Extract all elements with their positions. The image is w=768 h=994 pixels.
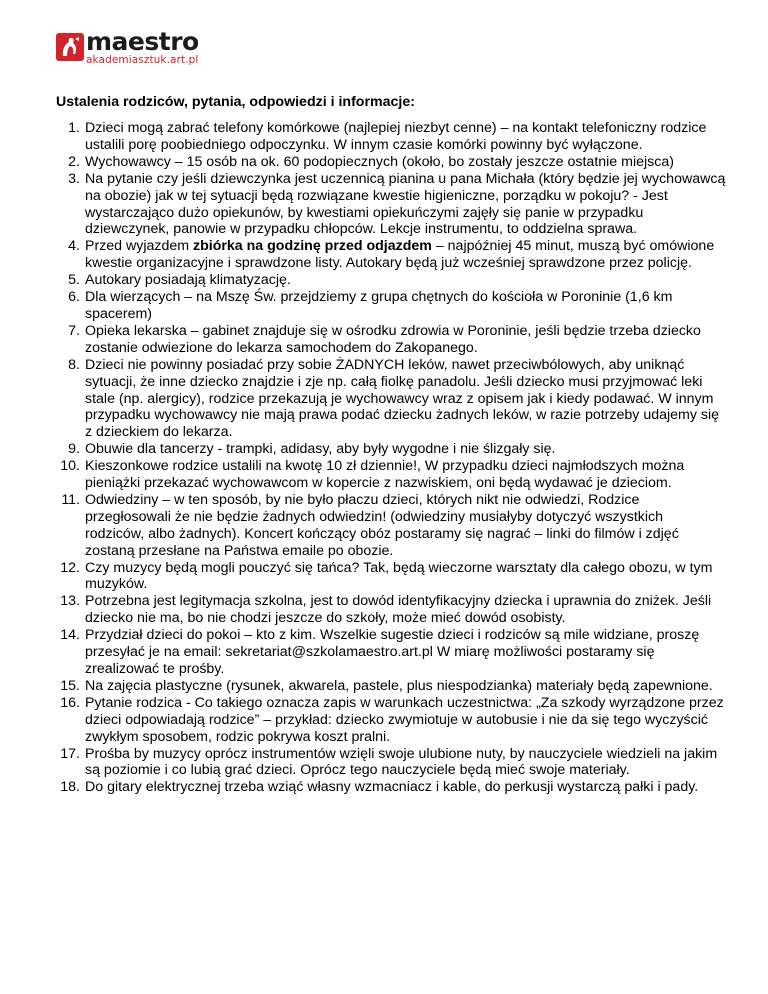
item-number: 12. bbox=[60, 559, 80, 576]
logo-name: maestro bbox=[86, 27, 199, 56]
list-item bbox=[56, 627, 726, 678]
item-number: 6. bbox=[68, 289, 80, 306]
item-number: 18. bbox=[60, 779, 80, 796]
item-text-after: – najpóźniej 45 minut, muszą być omówione kwestie organizacyjne i sprawdzone listy. Autokary będą już wcześniej sprawdzone przez policję. bbox=[85, 238, 715, 272]
logo-subtitle: akademiasztuk.art.pl bbox=[86, 54, 199, 66]
item-number: 13. bbox=[60, 593, 80, 610]
list-item bbox=[56, 746, 726, 780]
item-number: 1. bbox=[68, 120, 80, 136]
item-text: Kieszonkowe rodzice ustalili na kwotę 10 zł dziennie!, W przypadku dzieci najmłodszych można pieniążki przekazać wychowawcom w kopercie z nazwiskiem, oni będą wydawać je dzieciom. bbox=[85, 458, 685, 492]
item-text: Dzieci mogą zabrać telefony komórkowe (najlepiej niezbyt cenne) – na kontakt telefoniczny rodzice ustalili porę poobiedniego odpoczynku. W innym czasie komórki powinny być wyłączone. bbox=[85, 120, 707, 153]
document-title: Ustalenia rodziców, pytania, odpowiedzi i informacje: bbox=[56, 94, 415, 110]
list-item bbox=[56, 593, 726, 627]
list-item bbox=[56, 441, 726, 458]
logo-text bbox=[86, 27, 199, 66]
item-number: 17. bbox=[60, 745, 80, 762]
item-text: Przydział dzieci do pokoi – kto z kim. Wszelkie sugestie dzieci i rodziców są mile widziane, proszę przesyłać je na email: sekretariat@szkolamaestro.art.pl W miarę możliwości postaramy się zrealizować te prośby. bbox=[85, 627, 700, 677]
info-list bbox=[56, 120, 726, 796]
item-number: 11. bbox=[61, 491, 80, 508]
item-number: 3. bbox=[68, 170, 80, 187]
list-item bbox=[56, 154, 726, 171]
item-text: Na zajęcia plastyczne (rysunek, akwarela, pastele, plus niespodzianka) materiały będą zapewnione. bbox=[85, 677, 713, 694]
item-number: 4. bbox=[68, 238, 80, 255]
list-item bbox=[56, 458, 726, 492]
item-number: 9. bbox=[68, 441, 80, 458]
list-item bbox=[56, 779, 726, 796]
item-text: Wychowawcy – 15 osób na ok. 60 podopiecznych (około, bo zostały jeszcze ostatnie miejsca) bbox=[85, 153, 674, 170]
item-text: Do gitary elektrycznej trzeba wziąć własny wzmacniacz i kable, do perkusji wystarczą pałki i pady. bbox=[85, 779, 699, 796]
item-number: 8. bbox=[68, 356, 80, 373]
list-item bbox=[56, 120, 726, 154]
item-number: 10. bbox=[60, 458, 80, 475]
item-text: Dla wierzących – na Mszę Św. przejdziemy z grupa chętnych do kościoła w Poroninie (1,6 km spacerem) bbox=[85, 289, 673, 322]
item-number: 7. bbox=[68, 322, 80, 339]
item-text: Na pytanie czy jeśli dziewczynka jest uczennicą pianina u pana Michała (który będzie jej wychowawcą na obozie) jak w tej sytuacji będą rozwiązane kwestie higieniczne, porządku w pokoju? - Jest wystarczająco dużo opiekunów, by kwestiami opiekuńczymi zajęły się panie w przypadku dziewczynek, panowie w przypadku chłopców. Lekcje instrumentu, to oddzielna sprawa. bbox=[85, 170, 726, 238]
item-text: Obuwie dla tancerzy - trampki, adidasy, aby były wygodne i nie ślizgały się. bbox=[85, 441, 556, 458]
maestro-logo-icon bbox=[56, 33, 84, 61]
list-item bbox=[56, 492, 726, 560]
item-text: Autokary posiadają klimatyzację. bbox=[85, 272, 291, 289]
item-number: 5. bbox=[68, 272, 80, 289]
list-item bbox=[56, 560, 726, 594]
item-number: 15. bbox=[60, 677, 80, 694]
item-text: Odwiedziny – w ten sposób, by nie było płaczu dzieci, których nikt nie odwiedzi, Rodzice przegłosowali że nie będzie żadnych odwiedzin! (odwiedziny musiałyby dotyczyć wszystkich rodziców, albo żadnych). Koncert kończący obóz postaramy się nagrać – linki do filmów i zdjęć zostaną przesłane na Państwa emaile po obozie. bbox=[85, 491, 679, 559]
item-text: Prośba by muzycy oprócz instrumentów wzięli swoje ulubione nuty, by nauczyciele wiedzieli na jakim są poziomie i co lubią grać dzieci. Oprócz tego nauczyciele będą mieć swoje materiały. bbox=[85, 745, 718, 779]
maestro-logo bbox=[56, 27, 199, 72]
item-text: Dzieci nie powinny posiadać przy sobie ŻADNYCH leków, nawet przeciwbólowych, aby uniknąć sytuacji, że inne dziecko znajdzie i zje np. całą fiolkę panadolu. Jeśli dziecko musi przyjmować leki stale (np. alergicy), rodzice przekazują je wychowawcy wraz z opisem jak i kiedy podawać. W innym przypadku wychowawcy nie mają prawa podać dziecku żadnych leków, w razie potrzeby udajemy się z dzieckiem do lekarza. bbox=[85, 356, 720, 441]
list-item bbox=[56, 323, 726, 357]
item-text: Czy muzycy będą mogli pouczyć się tańca? Tak, będą wieczorne warsztaty dla całego obozu, w tym muzyków. bbox=[85, 559, 713, 593]
item-text: Opieka lekarska – gabinet znajduje się w ośrodku zdrowia w Poroninie, jeśli będzie trzeba dziecko zostanie odwiezione do lekarza samochodem do Zakopanego. bbox=[85, 322, 701, 356]
item-text-bold: zbiórka na godzinę przed odjazdem bbox=[193, 238, 432, 255]
list-item bbox=[56, 272, 726, 289]
list-item bbox=[56, 289, 726, 323]
item-number: 2. bbox=[68, 153, 80, 170]
item-text: Potrzebna jest legitymacja szkolna, jest to dowód identyfikacyjny dziecka i uprawnia do zniżek. Jeśli dziecko nie ma, bo nie chodzi jeszcze do szkoły, może mieć dowód osobisty. bbox=[85, 593, 712, 627]
list-item bbox=[56, 238, 726, 272]
list-item bbox=[56, 171, 726, 239]
item-text-before: Przed wyjazdem bbox=[85, 238, 194, 255]
item-number: 16. bbox=[60, 694, 80, 711]
list-item bbox=[56, 357, 726, 442]
list-item bbox=[56, 678, 726, 695]
item-number: 14. bbox=[60, 627, 80, 644]
item-text: Pytanie rodzica - Co takiego oznacza zapis w warunkach uczestnictwa: „Za szkody wyrządzone przez dzieci odpowiadają rodzice” – przykład: dziecko zwymiotuje w autobusie i nie da się tego wyczyścić zwykłym sposobem, rodzic pokrywa koszt pralni. bbox=[85, 694, 724, 745]
list-item bbox=[56, 695, 726, 746]
